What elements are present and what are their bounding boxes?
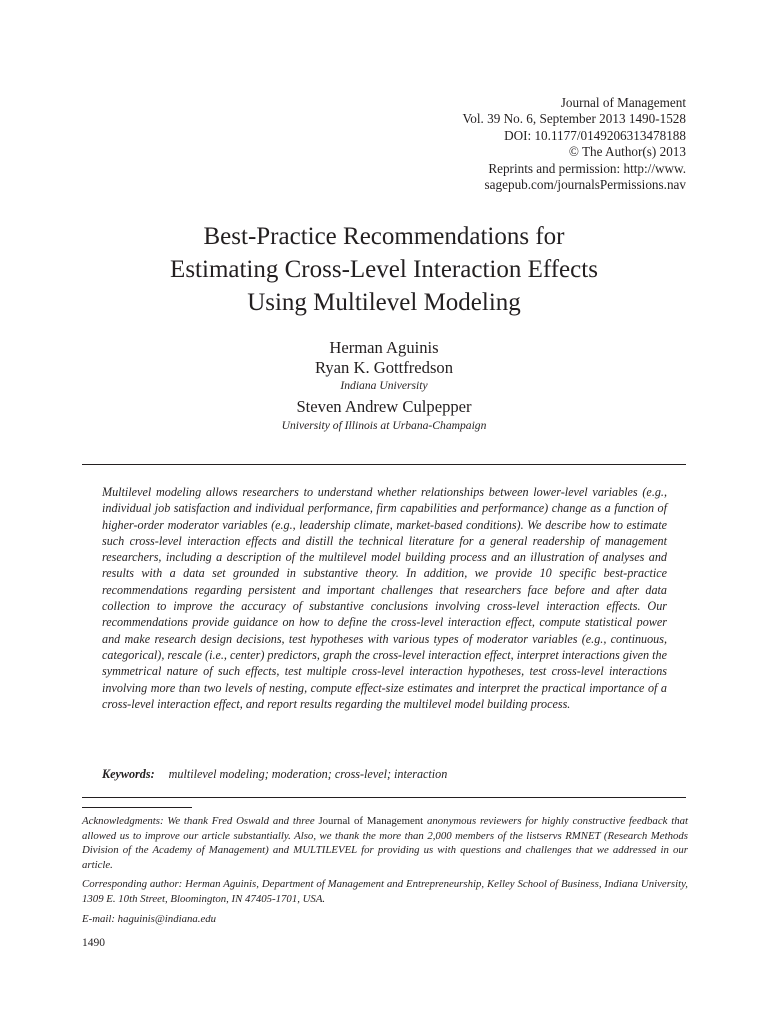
journal-reprints-line1: Reprints and permission: http://www. [488,160,686,176]
article-title [82,220,686,319]
journal-volume: Vol. 39 No. 6, September 2013 1490-1528 [462,111,686,127]
corresponding-author: Corresponding author: Herman Aguinis, Department of Management and Entrepreneurship, Kelley School of Business, Indiana University, 1309 E. 10th Street, Bloomington, IN 47405-1701, USA. [82,878,688,905]
author-email: E-mail: haguinis@indiana.edu [82,912,217,925]
journal-reprints-line2: sagepub.com/journalsPermissions.nav [484,177,686,193]
footnote-rule [82,807,192,808]
author-2: Ryan K. Gottfredson [314,358,454,377]
abstract: Multilevel modeling allows researchers to understand whether relationships between lower-level variables (e.g., individual job satisfaction and individual performance, firm capabilities and performance) change as a function of higher-order moderator variables (e.g., leadership climate, market-based conditions). We describe how to estimate such cross-level interaction effects and distill the technical literature for a general readership of management researchers, including a description of the multilevel model building process and an illustration of analyses and results with a data set grounded in substantive theory. In addition, we provide 10 specific best-practice recommendations regarding persistent and important challenges that researchers face before and after data collection to improve the accuracy of substantive conclusions involving cross-level interaction effects. Our recommendations provide guidance on how to define the cross-level interaction effect, compute statistical power and make research design decisions, test hypotheses with various types of moderator variables (e.g., continuous, categorical), rescale (i.e., center) predictors, graph the cross-level interaction effect, interpret interactions given the symmetrical nature of such effects, test multiple cross-level interaction hypotheses, test cross-level interactions involving more than two levels of nesting, compute effect-size estimates and interpret the practical importance of a cross-level interaction effect, and report results regarding the multilevel model building process. [102,485,667,711]
keywords-line [102,766,667,782]
author-3: Steven Andrew Culpepper [296,397,472,416]
divider-bottom [82,797,686,798]
keywords-label: Keywords: [102,767,155,781]
ack-text-end: anonymous reviewers for highly constructive feedback that allowed us to improve our article substantially. Also, we thank the more than 2,000 members of the listservs RMNET (Research Methods Division of the Academy of Management) and MULTILEVEL for providing us with questions and challenges that we addressed in our article. [82,815,689,871]
journal-name: Journal of Management [560,95,686,110]
ack-journal-name: Journal of Management [318,815,424,827]
journal-doi: DOI: 10.1177/0149206313478188 [504,127,686,143]
page-number: 1490 [82,937,105,949]
author-1: Herman Aguinis [329,338,439,357]
journal-header [326,95,686,193]
title-line-2: Estimating Cross-Level Interaction Effects [170,256,598,283]
acknowledgments [82,814,688,872]
journal-copyright: © The Author(s) 2013 [568,144,686,160]
author-block [82,338,686,434]
footnotes [82,814,688,931]
divider-top [82,464,686,465]
keywords-text: multilevel modeling; moderation; cross-level; interaction [168,767,448,781]
ack-text-start: Acknowledgments: We thank Fred Oswald and three [82,815,319,827]
title-line-3: Using Multilevel Modeling [247,289,521,316]
affiliation-1: Indiana University [340,379,428,392]
title-line-1: Best-Practice Recommendations for [203,223,565,250]
affiliation-2: University of Illinois at Urbana-Champaign [281,419,487,432]
